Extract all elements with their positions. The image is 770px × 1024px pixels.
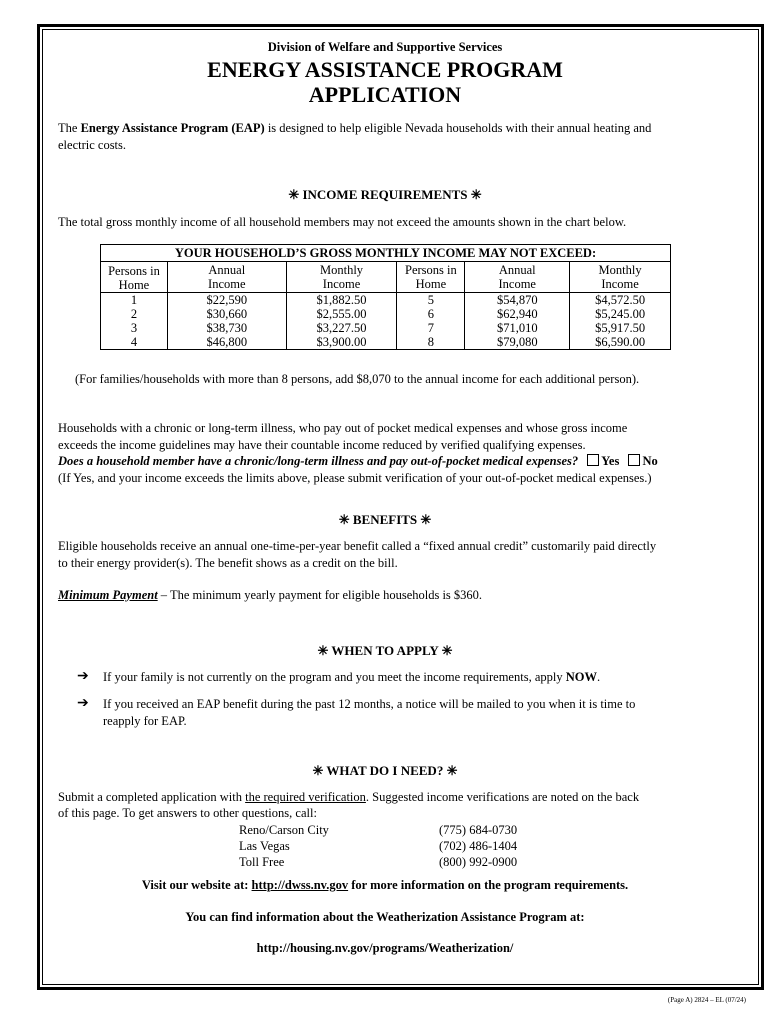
website-post: for more information on the program requirements. [348, 878, 629, 892]
when-heading: ✳ WHEN TO APPLY ✳ [317, 643, 453, 658]
col-monthly-l2: Income [322, 277, 361, 291]
division-name: Division of Welfare and Supportive Services [267, 40, 503, 54]
page-title: ENERGY ASSISTANCE PROGRAM [207, 57, 563, 82]
income-table-title: YOUR HOUSEHOLD’S GROSS MONTHLY INCOME MAY NOT EXCEED: [101, 245, 671, 262]
cell: $54,870 [465, 293, 570, 308]
cell: $4,572.50 [570, 293, 671, 308]
cell: $71,010 [465, 321, 570, 335]
yes-checkbox[interactable] [587, 454, 599, 466]
benefits-line2: to their energy provider(s). The benefit shows as a credit on the bill. [58, 556, 398, 570]
col-monthly2-l1: Monthly [598, 263, 642, 277]
weatherization-line: You can find information about the Weatherization Assistance Program at: [185, 910, 585, 924]
when-item1-period: . [596, 670, 601, 684]
cell: $2,555.00 [286, 307, 397, 321]
required-verification-link[interactable]: the required verification [245, 790, 366, 804]
table-row [101, 335, 671, 350]
website-pre: Visit our website at: [141, 878, 252, 892]
intro-line2: electric costs. [58, 138, 127, 152]
contact-place: Reno/Carson City [239, 823, 329, 837]
cell: $38,730 [167, 321, 286, 335]
cell: $5,245.00 [570, 307, 671, 321]
col-monthly2-l2: Income [601, 277, 639, 291]
page-border [37, 24, 764, 990]
no-checkbox[interactable] [628, 454, 640, 466]
medical-question-row [58, 453, 658, 470]
income-heading: ✳ INCOME REQUIREMENTS ✳ [288, 187, 482, 202]
cell: $3,227.50 [286, 321, 397, 335]
page-title-line2: APPLICATION [308, 82, 462, 107]
benefits-line1: Eligible households receive an annual one-time-per-year benefit called a “fixed annual credit” customarily paid directly [58, 539, 657, 553]
intro-pre: The [58, 121, 81, 135]
cell: 3 [101, 321, 168, 335]
need-line2: of this page. To get answers to other questions, call: [58, 806, 317, 820]
arrow-right-icon: ➔ [77, 696, 89, 711]
col-annual-l1: Annual [208, 263, 246, 277]
intro-program-name: Energy Assistance Program (EAP) [80, 121, 265, 135]
when-item1 [103, 669, 600, 686]
contact-place: Toll Free [239, 855, 285, 869]
arrow-right-icon: ➔ [77, 669, 89, 684]
intro-paragraph [58, 120, 651, 137]
col-persons-l1: Persons in [108, 264, 160, 278]
minimum-payment-text: – The minimum yearly payment for eligible households is $360. [157, 588, 483, 602]
cell: 8 [397, 335, 465, 350]
intro-rest: is designed to help eligible Nevada households with their annual heating and [264, 121, 652, 135]
income-table-header [101, 262, 671, 293]
minimum-payment-label: Minimum Payment [58, 588, 158, 602]
cell: $5,917.50 [570, 321, 671, 335]
contact-phone: (800) 992-0900 [439, 855, 518, 869]
yes-label: Yes [601, 454, 620, 468]
medical-question: Does a household member have a chronic/long-term illness and pay out-of-pocket medical expenses? [58, 454, 579, 468]
when-item1-text: If your family is not currently on the program and you meet the income requirements, apply [103, 670, 566, 684]
cell: $79,080 [465, 335, 570, 350]
cell: $1,882.50 [286, 293, 397, 308]
col-monthly-l1: Monthly [320, 263, 364, 277]
contact-phone: (775) 684-0730 [439, 823, 518, 837]
col-annual-l2: Income [208, 277, 246, 291]
cell: $30,660 [167, 307, 286, 321]
website-line [0, 877, 770, 894]
need-line1-post: . Suggested income verifications are noted on the back [365, 790, 640, 804]
col-annual2-l2: Income [498, 277, 536, 291]
col-annual2-l1: Annual [498, 263, 536, 277]
cell: $46,800 [167, 335, 286, 350]
cell: 2 [101, 307, 168, 321]
form-footer: (Page A) 2824 – EL (07/24) [667, 996, 746, 1004]
contact-phone: (702) 486-1404 [439, 839, 518, 853]
col-persons2-l2: Home [415, 277, 447, 291]
cell: 1 [101, 293, 168, 308]
when-item2-line2: reapply for EAP. [103, 714, 187, 728]
table-row [101, 307, 671, 321]
when-item1-now: NOW [565, 670, 597, 684]
need-line1-pre: Submit a completed application with [58, 790, 246, 804]
medical-line2: exceeds the income guidelines may have their countable income reduced by verified qualifying expenses. [58, 438, 586, 452]
table-row [101, 293, 671, 308]
cell: $22,590 [167, 293, 286, 308]
col-persons2-l1: Persons in [405, 263, 457, 277]
contact-place: Las Vegas [239, 839, 290, 853]
table-row [101, 321, 671, 335]
medical-line1: Households with a chronic or long-term illness, who pay out of pocket medical expenses and whose gross income [58, 421, 628, 435]
cell: 5 [397, 293, 465, 308]
dwss-website-link[interactable]: http://dwss.nv.gov [251, 878, 349, 892]
income-table [100, 244, 671, 350]
cell: $62,940 [465, 307, 570, 321]
minimum-payment [58, 587, 482, 604]
weatherization-url[interactable]: http://housing.nv.gov/programs/Weatherization/ [256, 941, 514, 955]
page-border-inner [42, 29, 759, 985]
cell: $6,590.00 [570, 335, 671, 350]
cell: 7 [397, 321, 465, 335]
income-note: (For families/households with more than 8 persons, add $8,070 to the annual income for each additional person). [75, 372, 640, 386]
when-item2-line1: If you received an EAP benefit during the past 12 months, a notice will be mailed to you when it is time to [103, 697, 636, 711]
cell: 4 [101, 335, 168, 350]
need-heading: ✳ WHAT DO I NEED? ✳ [312, 763, 458, 778]
need-line1 [58, 789, 639, 806]
col-persons-l2: Home [118, 278, 150, 292]
no-label: No [642, 454, 658, 468]
income-description: The total gross monthly income of all household members may not exceed the amounts shown in the chart below. [58, 215, 627, 229]
cell: 6 [397, 307, 465, 321]
cell: $3,900.00 [286, 335, 397, 350]
medical-line4: (If Yes, and your income exceeds the limits above, please submit verification of your out-of-pocket medical expenses.) [58, 471, 652, 485]
benefits-heading: ✳ BENEFITS ✳ [338, 512, 432, 527]
